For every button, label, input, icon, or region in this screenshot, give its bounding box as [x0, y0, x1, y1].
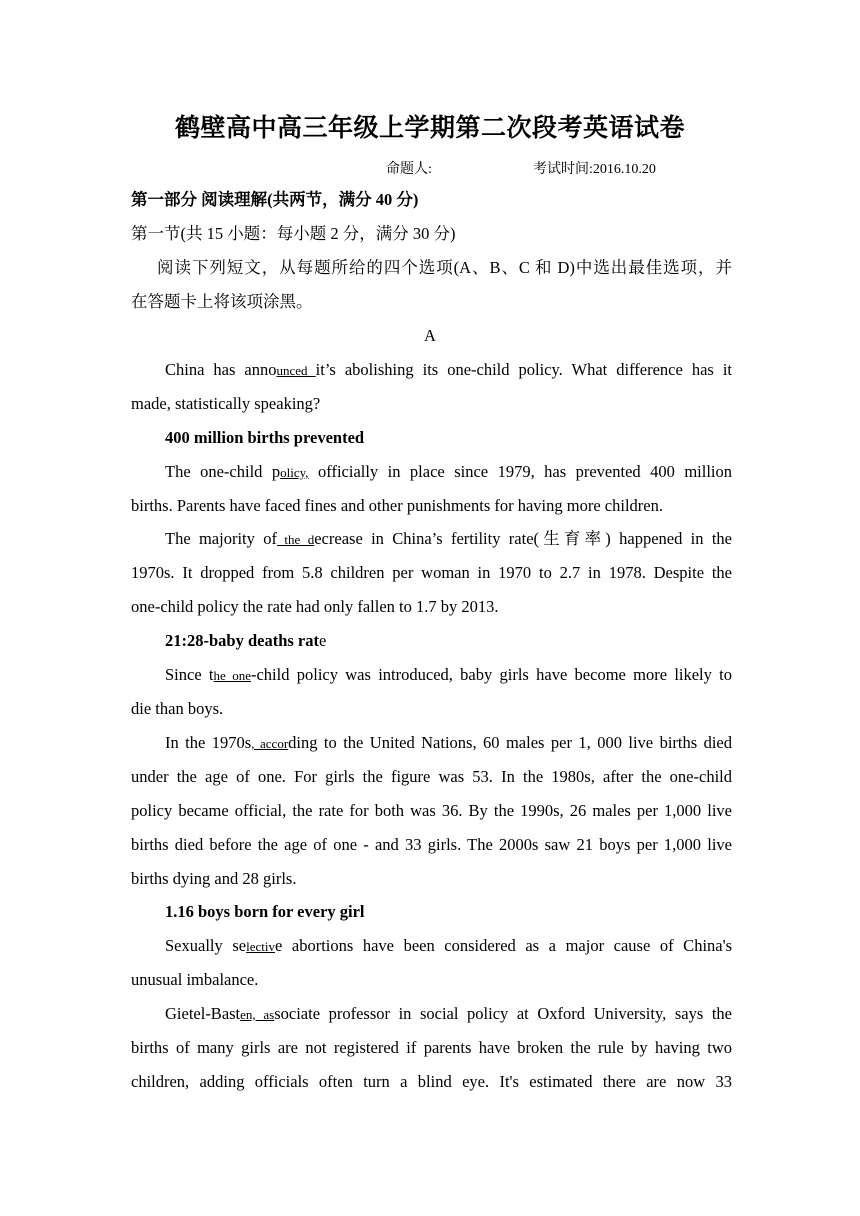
- paragraph-line: 1970s. It dropped from 5.8 children per woman in 1970 to 2.7 in 1978. Despite the: [131, 563, 732, 582]
- passage-label: A: [424, 326, 436, 345]
- paragraph-line: births dying and 28 girls.: [131, 869, 297, 888]
- paragraph-line: In the 1970s, according to the United Nations, 60 males per 1, 000 live births died: [165, 733, 732, 752]
- section-heading: 400 million births prevented: [165, 428, 365, 447]
- section-heading: 21:28-baby deaths rate: [165, 631, 327, 650]
- paragraph-line: births died before the age of one - and 33 girls. The 2000s saw 21 boys per 1,000 live: [131, 835, 732, 854]
- paragraph-line: die than boys.: [131, 699, 224, 718]
- paragraph-line: unusual imbalance.: [131, 970, 259, 989]
- paragraph-line: one-child policy the rate had only fallen to 1.7 by 2013.: [131, 597, 499, 616]
- paragraph-line: Sexually selective abortions have been considered as a major cause of China's: [165, 936, 732, 955]
- exam-title: 鹤壁高中高三年级上学期第二次段考英语试卷: [174, 113, 685, 142]
- paragraph-line: China has announced it’s abolishing its one-child policy. What difference has it: [165, 360, 732, 379]
- subsection-title: 第一节(共 15 小题：每小题 2 分，满分 30 分): [131, 224, 456, 243]
- part-title: 第一部分 阅读理解(共两节，满分 40 分): [131, 190, 419, 209]
- paragraph-line: The majority of the decrease in China’s fertility rate(生育率) happened in the: [165, 529, 732, 548]
- instruction-line-1: 阅读下列短文，从每题所给的四个选项(A、B、C 和 D)中选出最佳选项，并: [157, 258, 732, 277]
- paragraph-line: births. Parents have faced fines and other punishments for having more children.: [131, 496, 663, 515]
- paragraph-line: under the age of one. For girls the figure was 53. In the 1980s, after the one-child: [131, 767, 732, 786]
- paragraph-line: Gietel-Basten, associate professor in social policy at Oxford University, says the: [165, 1004, 732, 1023]
- author-label: 命题人:: [386, 162, 432, 177]
- paragraph-line: children, adding officials often turn a blind eye. It's estimated there are now 33: [131, 1072, 732, 1091]
- paragraph-line: The one-child policy, officially in place since 1979, has prevented 400 million: [165, 462, 732, 481]
- paragraph-line: policy became official, the rate for both was 36. By the 1990s, 26 males per 1,000 live: [131, 801, 732, 820]
- instruction-line-2: 在答题卡上将该项涂黑。: [131, 292, 313, 311]
- paragraph-line: Since the one-child policy was introduced, baby girls have become more likely to: [165, 665, 733, 684]
- section-heading: 1.16 boys born for every girl: [165, 902, 365, 921]
- paragraph-line: births of many girls are not registered if parents have broken the rule by having two: [131, 1038, 732, 1057]
- exam-time: 考试时间:2016.10.20: [533, 162, 656, 177]
- paragraph-line: made, statistically speaking?: [131, 394, 321, 413]
